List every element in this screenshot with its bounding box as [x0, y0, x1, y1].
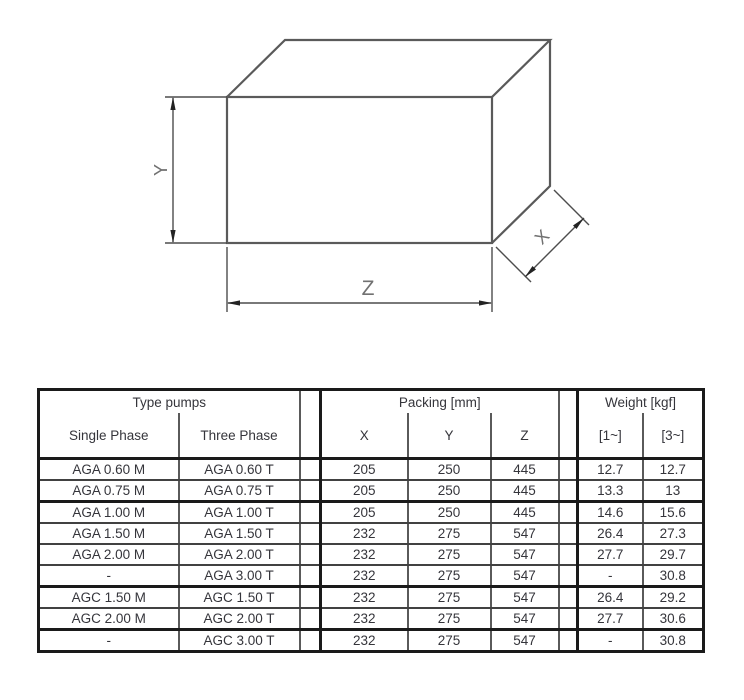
- cell-packing-y: 250: [408, 480, 491, 502]
- pump-packing-table: [37, 388, 705, 653]
- header-spacer-right: [559, 390, 578, 414]
- dimension-label-y: Y: [150, 163, 171, 177]
- cell-packing-x: 232: [321, 544, 408, 565]
- cell-spacer-right: [559, 544, 578, 565]
- cell-single-phase: AGA 2.00 M: [39, 544, 179, 565]
- cell-three-phase: AGA 0.75 T: [179, 480, 300, 502]
- cell-three-phase: AGA 0.60 T: [179, 459, 300, 481]
- header-spacer-left: [300, 390, 321, 414]
- cell-spacer-right: [559, 459, 578, 481]
- cell-spacer-left: [300, 523, 321, 544]
- cell-three-phase: AGA 1.50 T: [179, 523, 300, 544]
- cell-single-phase: AGA 0.60 M: [39, 459, 179, 481]
- cell-packing-y: 275: [408, 523, 491, 544]
- table-row: [39, 587, 704, 609]
- header-weight: Weight [kgf]: [578, 390, 704, 414]
- table-row: [39, 502, 704, 524]
- cell-weight-1ph: 12.7: [578, 459, 643, 481]
- cell-packing-x: 205: [321, 480, 408, 502]
- cell-weight-3ph: 13: [643, 480, 704, 502]
- cell-packing-y: 275: [408, 608, 491, 630]
- cell-spacer-left: [300, 630, 321, 652]
- cell-spacer-right: [559, 480, 578, 502]
- table-row: [39, 544, 704, 565]
- cell-spacer-left: [300, 608, 321, 630]
- cell-packing-x: 232: [321, 587, 408, 609]
- cell-weight-3ph: 27.3: [643, 523, 704, 544]
- cell-packing-y: 250: [408, 502, 491, 524]
- cell-spacer-left: [300, 544, 321, 565]
- cell-packing-y: 275: [408, 565, 491, 587]
- cell-packing-x: 232: [321, 630, 408, 652]
- cell-three-phase: AGC 3.00 T: [179, 630, 300, 652]
- header-single-phase: Single Phase: [39, 413, 179, 459]
- cell-weight-3ph: 30.8: [643, 630, 704, 652]
- cell-weight-1ph: -: [578, 630, 643, 652]
- cell-packing-z: 547: [491, 587, 559, 609]
- table-row: [39, 608, 704, 630]
- cell-spacer-right: [559, 565, 578, 587]
- header-col-x: X: [321, 413, 408, 459]
- header-sub-row: [39, 413, 704, 459]
- box-outline: [227, 40, 550, 243]
- cell-spacer-right: [559, 608, 578, 630]
- header-col-w1: [1~]: [578, 413, 643, 459]
- dimension-arrowheads: [170, 97, 584, 306]
- cell-spacer-left: [300, 459, 321, 481]
- cell-packing-y: 275: [408, 587, 491, 609]
- cell-spacer-right: [559, 502, 578, 524]
- cell-single-phase: AGA 0.75 M: [39, 480, 179, 502]
- cell-spacer-left: [300, 480, 321, 502]
- header-three-phase: Three Phase: [179, 413, 300, 459]
- cell-weight-1ph: 14.6: [578, 502, 643, 524]
- table-row: [39, 630, 704, 652]
- cell-three-phase: AGC 2.00 T: [179, 608, 300, 630]
- cell-spacer-right: [559, 587, 578, 609]
- header-type-pumps: Type pumps: [39, 390, 300, 414]
- cell-packing-y: 275: [408, 630, 491, 652]
- cell-single-phase: -: [39, 565, 179, 587]
- cell-spacer-right: [559, 523, 578, 544]
- table-row: [39, 480, 704, 502]
- cell-three-phase: AGA 2.00 T: [179, 544, 300, 565]
- header-group-row: [39, 390, 704, 414]
- cell-weight-3ph: 15.6: [643, 502, 704, 524]
- cell-packing-z: 547: [491, 630, 559, 652]
- cell-packing-z: 445: [491, 480, 559, 502]
- cell-weight-1ph: 26.4: [578, 587, 643, 609]
- header-spacer-left2: [300, 413, 321, 459]
- header-col-y: Y: [408, 413, 491, 459]
- dimension-lines: [165, 97, 589, 312]
- cell-packing-z: 445: [491, 459, 559, 481]
- cell-weight-3ph: 30.8: [643, 565, 704, 587]
- dimension-label-x: X: [530, 225, 554, 249]
- header-col-w3: [3~]: [643, 413, 704, 459]
- cell-three-phase: AGC 1.50 T: [179, 587, 300, 609]
- cell-packing-x: 205: [321, 502, 408, 524]
- cell-packing-x: 205: [321, 459, 408, 481]
- dimension-label-z: Z: [361, 277, 375, 300]
- cell-spacer-left: [300, 502, 321, 524]
- cell-single-phase: -: [39, 630, 179, 652]
- cell-packing-y: 275: [408, 544, 491, 565]
- cell-weight-3ph: 29.2: [643, 587, 704, 609]
- cell-packing-z: 445: [491, 502, 559, 524]
- header-col-z: Z: [491, 413, 559, 459]
- cell-packing-z: 547: [491, 544, 559, 565]
- cell-packing-z: 547: [491, 523, 559, 544]
- cell-packing-z: 547: [491, 608, 559, 630]
- cell-spacer-left: [300, 565, 321, 587]
- cell-weight-3ph: 12.7: [643, 459, 704, 481]
- cell-packing-x: 232: [321, 523, 408, 544]
- cell-packing-x: 232: [321, 565, 408, 587]
- cell-spacer-left: [300, 587, 321, 609]
- cell-three-phase: AGA 1.00 T: [179, 502, 300, 524]
- cell-weight-1ph: -: [578, 565, 643, 587]
- table-body: [39, 459, 704, 652]
- table-row: [39, 523, 704, 544]
- cell-weight-3ph: 30.6: [643, 608, 704, 630]
- cell-weight-3ph: 29.7: [643, 544, 704, 565]
- cell-single-phase: AGC 1.50 M: [39, 587, 179, 609]
- header-packing: Packing [mm]: [321, 390, 559, 414]
- cell-weight-1ph: 13.3: [578, 480, 643, 502]
- cell-packing-y: 250: [408, 459, 491, 481]
- cell-single-phase: AGA 1.50 M: [39, 523, 179, 544]
- cell-single-phase: AGA 1.00 M: [39, 502, 179, 524]
- cell-packing-x: 232: [321, 608, 408, 630]
- cell-single-phase: AGC 2.00 M: [39, 608, 179, 630]
- cell-weight-1ph: 27.7: [578, 544, 643, 565]
- cell-three-phase: AGA 3.00 T: [179, 565, 300, 587]
- table-header: [39, 390, 704, 459]
- cell-weight-1ph: 27.7: [578, 608, 643, 630]
- table-row: [39, 459, 704, 481]
- cell-spacer-right: [559, 630, 578, 652]
- header-spacer-right2: [559, 413, 578, 459]
- cell-weight-1ph: 26.4: [578, 523, 643, 544]
- table-row: [39, 565, 704, 587]
- cell-packing-z: 547: [491, 565, 559, 587]
